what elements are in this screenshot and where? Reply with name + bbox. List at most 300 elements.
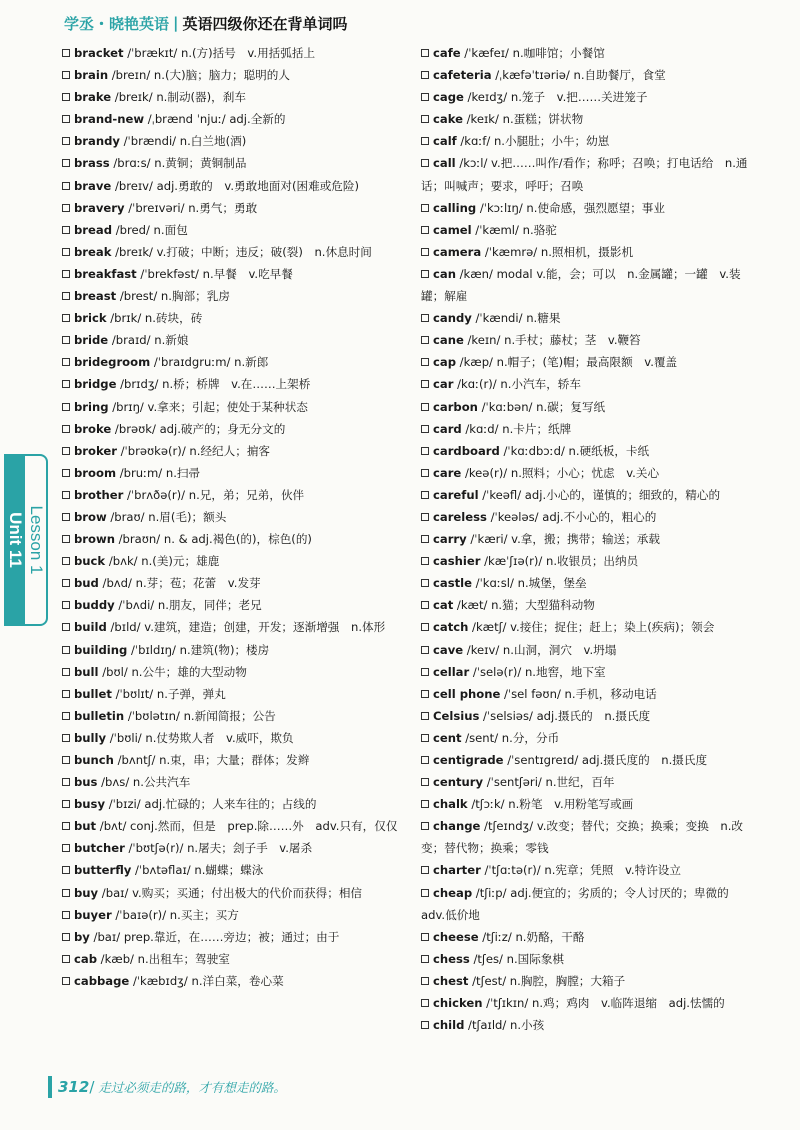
entry-checkbox[interactable] [62,71,70,79]
vocab-entry [421,926,757,948]
entry-checkbox[interactable] [421,270,429,278]
vocab-entry [62,241,402,263]
entry-definition: /ˈkeələs/ adj.不小心的，粗心的 [486,509,657,524]
entry-definition: /braʊ/ n.眉(毛)；额头 [106,509,227,524]
entry-checkbox[interactable] [62,822,70,830]
entry-word: camel [433,222,472,237]
entry-checkbox[interactable] [62,844,70,852]
entry-checkbox[interactable] [421,955,429,963]
vocab-entry [421,815,757,859]
vocab-entry [62,152,402,174]
entry-checkbox[interactable] [421,646,429,654]
page-header [64,8,348,38]
entry-checkbox[interactable] [421,977,429,985]
entry-checkbox[interactable] [62,314,70,322]
vocab-entry [62,219,402,241]
vocab-entry [421,373,757,395]
vocab-entry [421,859,757,881]
entry-word: brave [74,178,112,193]
entry-checkbox[interactable] [62,756,70,764]
vocab-entry [62,42,402,64]
entry-definition: /ˈkɑːbən/ n.碳；复写纸 [477,399,606,414]
entry-checkbox[interactable] [421,248,429,256]
entry-word: bullet [74,686,112,701]
entry-definition: /ˈbrəʊkə(r)/ n.经纪人；掮客 [116,443,271,458]
vocab-entry [421,705,757,727]
vocab-entry [62,970,402,992]
entry-checkbox[interactable] [421,601,429,609]
vocab-entry [62,307,402,329]
entry-word: breakfast [74,266,137,281]
vocab-entry [421,462,757,484]
entry-checkbox[interactable] [421,778,429,786]
entry-checkbox[interactable] [421,712,429,720]
entry-checkbox[interactable] [62,49,70,57]
vocab-entry [62,64,402,86]
entry-definition: /bʊl/ n.公牛；雄的大型动物 [98,664,247,679]
entry-checkbox[interactable] [62,248,70,256]
vocab-entry [421,594,757,616]
entry-definition: /ˈbʌtəflaɪ/ n.蝴蝶；蝶泳 [131,863,264,878]
entry-definition: /kæt/ n.猫；大型猫科动物 [453,598,595,613]
vocab-entry [62,130,402,152]
vocab-entry [62,661,402,683]
entry-checkbox[interactable] [421,822,429,830]
vocab-entry [421,241,757,263]
vocab-entry [62,837,402,859]
entry-checkbox[interactable] [421,999,429,1007]
entry-word: busy [74,797,106,812]
entry-checkbox[interactable] [62,425,70,433]
entry-checkbox[interactable] [62,380,70,388]
entry-word: cat [433,598,454,613]
entry-checkbox[interactable] [421,513,429,521]
entry-word: broke [74,421,112,436]
entry-definition: /bʌk/ n.(美)元；雄鹿 [105,554,220,569]
entry-checkbox[interactable] [62,977,70,985]
entry-definition: /ˈbʊlɪt/ n.子弹，弹丸 [111,686,226,701]
unit-label: Unit 11 [5,512,25,568]
entry-word: brother [74,487,124,502]
entry-word: chicken [433,996,483,1011]
entry-word: candy [433,311,472,326]
vocab-entry [62,727,402,749]
entry-word: buddy [74,598,115,613]
unit-lesson-tab [4,454,48,626]
entry-checkbox[interactable] [62,292,70,300]
entry-definition: /ˈsentʃəri/ n.世纪，百年 [483,775,615,790]
unit-label-box [4,456,25,624]
entry-word: bunch [74,753,114,767]
entry-definition: /ˈbɪzi/ adj.忙碌的；人来车往的；占线的 [105,797,317,812]
entry-word: chalk [433,797,468,812]
entry-definition: /keɪv/ n.山洞，洞穴 v.坍塌 [463,642,617,657]
vocab-entry [421,992,757,1014]
entry-checkbox[interactable] [62,623,70,631]
vocab-entry [62,550,402,572]
entry-checkbox[interactable] [62,403,70,411]
entry-definition: /ˈkæml/ n.骆驼 [471,222,557,237]
entry-definition: /ˈkændi/ n.糖果 [471,311,561,326]
entry-checkbox[interactable] [62,358,70,366]
entry-definition: /bʌntʃ/ n.束，串；大量；群体；发辫 [113,753,310,767]
entry-word: careful [433,487,479,502]
entry-definition: /ˌkæfəˈtɪəriə/ n.自助餐厅，食堂 [491,68,666,83]
entry-definition: /tʃɔːk/ n.粉笔 v.用粉笔写或画 [467,797,634,812]
entry-definition: /kæn/ modal v.能，会；可以 n.金属罐；一罐 v.装罐；解雇 [421,266,741,304]
entry-definition: /ˈbrændi/ n.白兰地(酒) [119,134,247,149]
entry-word: chest [433,973,469,988]
entry-definition: /breɪn/ n.(大)脑；脑力；聪明的人 [108,68,290,83]
vocab-entry [62,793,402,815]
entry-checkbox[interactable] [421,1021,429,1029]
page-footer [48,1072,286,1102]
entry-word: by [74,929,90,944]
entry-word: century [433,775,484,790]
entry-definition: /breɪk/ v.打破；中断；违反；破(裂) n.休息时间 [111,244,372,259]
vocab-entry [421,882,757,926]
entry-checkbox[interactable] [62,491,70,499]
entry-word: bulletin [74,708,125,723]
vocab-entry [421,86,757,108]
right-column [421,42,757,1036]
entry-definition: /bɪld/ v.建筑，建造；创建，开发；逐渐增强 n.体形 [106,620,386,635]
entry-checkbox[interactable] [421,756,429,764]
entry-definition: /ˈbreɪvəri/ n.勇气；勇敢 [124,200,258,215]
entry-checkbox[interactable] [62,137,70,145]
entry-definition: /bʌt/ conj.然而，但是 prep.除……外 adv.只有，仅仅 [96,819,398,834]
entry-word: cheese [433,929,479,944]
vocab-entry [421,219,757,241]
entry-word: bring [74,399,109,414]
entry-definition: /kæˈʃɪə(r)/ n.收银员；出纳员 [480,554,639,569]
entry-checkbox[interactable] [62,889,70,897]
entry-checkbox[interactable] [62,911,70,919]
entry-checkbox[interactable] [421,226,429,234]
entry-checkbox[interactable] [62,668,70,676]
entry-word: cheap [433,885,473,900]
entry-definition: /ˈkɑːsl/ n.城堡，堡垒 [471,576,587,591]
vocab-entry [421,948,757,970]
entry-word: can [433,266,456,281]
entry-word: child [433,1018,465,1033]
entry-checkbox[interactable] [62,557,70,565]
entry-checkbox[interactable] [421,115,429,123]
entry-word: brake [74,90,112,105]
entry-checkbox[interactable] [421,71,429,79]
entry-definition: /kɑːf/ n.小腿肚；小牛；幼崽 [456,134,610,149]
entry-checkbox[interactable] [421,933,429,941]
vocab-entry [62,705,402,727]
entry-word: brain [74,68,109,83]
entry-checkbox[interactable] [62,690,70,698]
entry-checkbox[interactable] [421,668,429,676]
vocab-entry [421,197,757,219]
vocab-entry [62,285,402,307]
entry-word: camera [433,244,482,259]
entry-word: Celsius [433,708,480,723]
entry-checkbox[interactable] [421,336,429,344]
entry-definition: /braɪd/ n.新娘 [108,333,189,348]
entry-definition: /ˈkeəfl/ adj.小心的，谨慎的；细致的，精心的 [478,487,721,502]
entry-word: bread [74,222,113,237]
vocab-entry [421,970,757,992]
vocab-entry [421,263,757,307]
entry-definition: /ˈselə(r)/ n.地窖，地下室 [469,664,606,679]
entry-word: cafeteria [433,68,492,83]
entry-definition: /ˈbrʌðə(r)/ n.兄，弟；兄弟，伙伴 [123,487,305,502]
entry-word: charter [433,863,481,878]
entry-checkbox[interactable] [62,535,70,543]
page-number: 312 [58,1078,90,1096]
entry-definition: /keɪk/ n.蛋糕；饼状物 [462,112,584,127]
entry-checkbox[interactable] [62,646,70,654]
entry-word: cane [433,333,464,348]
entry-checkbox[interactable] [421,734,429,742]
entry-definition: /tʃiːp/ adj.便宜的；劣质的；令人讨厌的；卑微的 adv.低价地 [421,885,741,922]
entry-definition: /kɑːd/ n.卡片；纸牌 [461,421,572,436]
entry-word: cab [74,951,97,966]
brand-name: 学丞・晓艳英语 [64,14,170,33]
entry-word: cardboard [433,443,500,458]
vocab-entry [421,152,757,196]
vocab-entry [421,64,757,86]
entry-definition: /ˈbɪldɪŋ/ n.建筑(物)；楼房 [127,642,270,657]
entry-definition: /ˈsel fəʊn/ n.手机，移动电话 [500,686,657,701]
entry-word: calling [433,200,477,215]
entry-checkbox[interactable] [62,601,70,609]
vocab-entry [421,639,757,661]
entry-word: call [433,156,456,171]
entry-definition: /brɑːs/ n.黄铜；黄铜制品 [109,156,247,171]
entry-checkbox[interactable] [62,204,70,212]
footer-slash: / [89,1078,95,1096]
entry-checkbox[interactable] [421,204,429,212]
vocab-entry [421,749,757,771]
entry-word: cake [433,112,463,127]
entry-word: castle [433,576,472,591]
entry-checkbox[interactable] [421,690,429,698]
vocab-entry [62,108,402,130]
entry-checkbox[interactable] [421,403,429,411]
entry-definition: /ˈbʊlətɪn/ n.新闻简报；公告 [124,708,276,723]
vocab-entry [421,307,757,329]
vocab-entry [421,616,757,638]
entry-word: cent [433,730,462,745]
vocab-entry [62,926,402,948]
entry-word: bull [74,664,99,679]
entry-word: bully [74,730,107,745]
vocab-entry [421,771,757,793]
entry-definition: /ˈkæbɪdʒ/ n.洋白菜，卷心菜 [129,973,284,988]
entry-checkbox[interactable] [62,933,70,941]
entry-word: brass [74,156,110,171]
entry-checkbox[interactable] [62,800,70,808]
entry-checkbox[interactable] [421,425,429,433]
vocab-entry [62,175,402,197]
lesson-label: Lesson 1 [26,505,46,575]
footer-quote: 走过必须走的路，才有想走的路。 [98,1080,286,1095]
vocab-entry [421,484,757,506]
entry-definition: /keə(r)/ n.照料；小心；忧虑 v.关心 [461,465,660,480]
entry-definition: /tʃeɪndʒ/ v.改变；替代；交换；换乘；变换 n.改变；替代物；换乘；零钱 [421,819,744,856]
entry-checkbox[interactable] [421,557,429,565]
entry-word: buyer [74,907,112,922]
entry-checkbox[interactable] [62,955,70,963]
entry-definition: /tʃaɪld/ n.小孩 [464,1018,545,1033]
entry-checkbox[interactable] [62,447,70,455]
entry-checkbox[interactable] [62,579,70,587]
entry-definition: /bʌs/ n.公共汽车 [97,775,191,790]
entry-word: cellar [433,664,470,679]
vocab-entry [62,462,402,484]
vocab-entry [62,396,402,418]
entry-checkbox[interactable] [421,579,429,587]
entry-definition: /ˈbaɪə(r)/ n.买主；买方 [111,907,239,922]
entry-definition: /ˈkæfeɪ/ n.咖啡馆；小餐馆 [460,46,605,60]
entry-definition: /breɪv/ adj.勇敢的 v.勇敢地面对(困难或危险) [111,178,359,193]
entry-word: buck [74,554,106,569]
vocab-entry [421,727,757,749]
entry-word: calf [433,134,457,149]
entry-word: cap [433,355,456,370]
entry-checkbox[interactable] [421,800,429,808]
entry-word: build [74,620,107,635]
vocab-entry [421,351,757,373]
entry-word: cashier [433,554,481,569]
entry-definition: /ˌbrænd ˈnjuː/ adj.全新的 [144,112,286,127]
entry-checkbox[interactable] [421,866,429,874]
entry-checkbox[interactable] [62,159,70,167]
vocab-entry [62,904,402,926]
entry-word: bridegroom [74,355,151,370]
entry-checkbox[interactable] [62,734,70,742]
entry-word: building [74,642,128,657]
entry-checkbox[interactable] [421,49,429,57]
entry-checkbox[interactable] [62,712,70,720]
entry-checkbox[interactable] [421,491,429,499]
entry-definition: /ˈtʃɑːtə(r)/ n.宪章；凭照 v.特许设立 [480,863,681,878]
entry-definition: /kæb/ n.出租车；驾驶室 [97,951,230,966]
entry-checkbox[interactable] [421,447,429,455]
entry-definition: /braʊn/ n. & adj.褐色(的)，棕色(的) [114,532,312,547]
entry-checkbox[interactable] [421,380,429,388]
entry-word: care [433,465,462,480]
entry-checkbox[interactable] [421,159,429,167]
entry-word: bud [74,576,99,591]
vocab-entry [62,882,402,904]
entry-checkbox[interactable] [62,226,70,234]
entry-word: careless [433,509,487,524]
entry-word: brown [74,532,115,547]
entry-definition: /bruːm/ n.扫帚 [116,465,201,480]
entry-definition: /baɪ/ prep.靠近，在……旁边；被；通过；由于 [89,929,340,944]
entry-checkbox[interactable] [62,115,70,123]
entry-checkbox[interactable] [421,137,429,145]
entry-checkbox[interactable] [421,623,429,631]
entry-definition: /ˈkæmrə/ n.照相机，摄影机 [481,244,634,259]
entry-definition: /ˈsentɪgreɪd/ adj.摄氏度的 n.摄氏度 [503,753,708,767]
entry-definition: /baɪ/ v.购买；买通；付出极大的代价而获得；相信 [98,885,363,900]
vocab-entry [421,793,757,815]
entry-checkbox[interactable] [62,513,70,521]
entry-word: breast [74,289,117,304]
entry-definition: /brɪŋ/ v.拿来；引起；使处于某种状态 [108,399,308,414]
entry-word: bravery [74,200,125,215]
vocab-entry [421,683,757,705]
entry-definition: /ˈbʌdi/ n.朋友，同伴；老兄 [114,598,262,613]
vocab-entry [421,528,757,550]
entry-definition: /ˈbrækɪt/ n.(方)括号 v.用括弧括上 [123,46,316,60]
footer-bar [48,1076,52,1098]
entry-checkbox[interactable] [62,93,70,101]
entry-checkbox[interactable] [62,336,70,344]
entry-checkbox[interactable] [421,535,429,543]
entry-definition: /tʃest/ n.胸腔，胸膛；大箱子 [468,973,626,988]
entry-word: brick [74,311,107,326]
entry-word: card [433,421,462,436]
entry-checkbox[interactable] [62,182,70,190]
entry-word: cafe [433,46,461,60]
entry-definition: /brəʊk/ adj.破产的；身无分文的 [111,421,286,436]
vocab-entry [62,683,402,705]
vocab-entry [62,506,402,528]
entry-word: brandy [74,134,120,149]
vocab-entry [62,616,402,638]
vocab-entry [62,528,402,550]
entry-definition: /kæp/ n.帽子；(笔)帽；最高限额 v.覆盖 [456,355,678,370]
entry-checkbox[interactable] [62,270,70,278]
entry-checkbox[interactable] [421,889,429,897]
vocab-entry [62,418,402,440]
entry-checkbox[interactable] [421,93,429,101]
entry-definition: /tʃiːz/ n.奶酪，干酪 [478,929,585,944]
entry-checkbox[interactable] [421,314,429,322]
entry-definition: /bred/ n.面包 [112,222,188,237]
vocab-entry [62,771,402,793]
vocab-entry [62,373,402,395]
entry-word: carbon [433,399,478,414]
vocab-entry [62,859,402,881]
vocab-entry [62,948,402,970]
entry-checkbox[interactable] [62,778,70,786]
entry-word: bus [74,775,98,790]
vocab-entry [62,86,402,108]
entry-checkbox[interactable] [421,358,429,366]
entry-word: bridge [74,377,117,392]
entry-checkbox[interactable] [421,469,429,477]
vocab-entry [421,572,757,594]
entry-definition: /ˈbraɪdgruːm/ n.新郎 [150,355,269,370]
entry-word: car [433,377,454,392]
entry-definition: /ˈselsiəs/ adj.摄氏的 n.摄氏度 [479,708,651,723]
vocab-entry [421,440,757,462]
entry-definition: /ˈkɑːdbɔːd/ n.硬纸板，卡纸 [499,443,650,458]
entry-checkbox[interactable] [62,469,70,477]
entry-word: brand-new [74,112,145,127]
entry-checkbox[interactable] [62,866,70,874]
entry-word: butcher [74,841,125,856]
entry-definition: /ˈbʊli/ n.仗势欺人者 v.威吓，欺负 [106,730,294,745]
vocab-entry [421,108,757,130]
entry-definition: /sent/ n.分，分币 [461,730,560,745]
entry-definition: /brɪk/ n.砖块，砖 [106,311,203,326]
entry-word: bride [74,333,109,348]
entry-word: cave [433,642,464,657]
entry-word: broker [74,443,117,458]
entry-definition: /breɪk/ n.制动(器)，刹车 [111,90,246,105]
entry-word: brow [74,509,107,524]
